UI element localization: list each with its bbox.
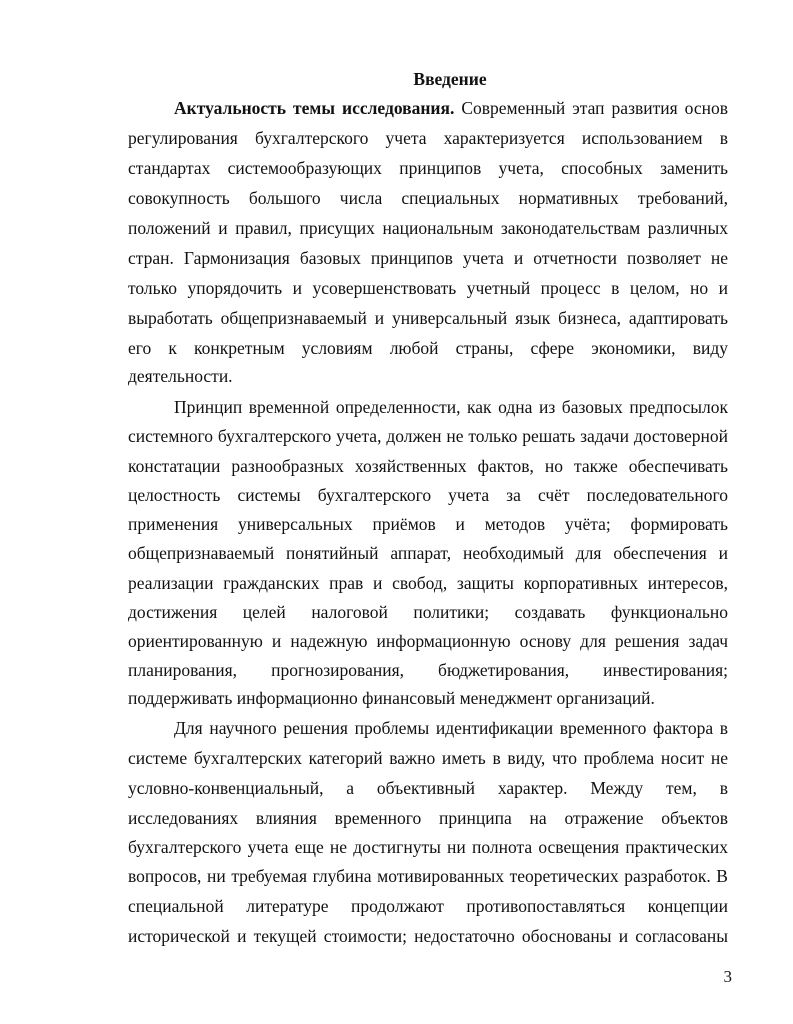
paragraph-3-line: бухгалтерского учета еще не достигнуты ни полнота освещения практических [128,837,728,857]
paragraph-2-line: Принцип временной определенности, как одна из базовых предпосылок [174,397,728,417]
paragraph-1-line: положений и правил, присущих национальным законодательствам различных [128,218,728,238]
paragraph-2-line: применения универсальных приёмов и методов учёта; формировать [128,514,728,534]
paragraph-1-line: стран. Гармонизация базовых принципов учета и отчетности позволяет не [128,248,728,268]
paragraph-1-line: регулирования бухгалтерского учета характеризуется использованием в [128,128,728,148]
paragraph-2-line: достижения целей налоговой политики; создавать функционально [128,602,728,622]
paragraph-1-line: стандартах системообразующих принципов учета, способных заменить [128,158,728,178]
paragraph-3-line: специальной литературе продолжают противопоставляться концепции [128,896,728,916]
paragraph-1-line: совокупность большого числа специальных нормативных требований, [128,188,728,208]
page-number: 3 [723,967,732,986]
section-heading: Введение [413,69,487,89]
paragraph-3-line: исследованиях влияния временного принципа на отражение объектов [128,808,728,828]
paragraph-2-line: общепризнаваемый понятийный аппарат, необходимый для обеспечения и [128,543,728,563]
paragraph-3-line: условно-конвенциальный, а объективный характер. Между тем, в [128,778,728,798]
paragraph-2-line: системного бухгалтерского учета, должен не только решать задачи достоверной [128,426,728,446]
paragraph-1-line: только упорядочить и усовершенствовать учетный процесс в целом, но и [128,278,728,298]
paragraph-3-line: Для научного решения проблемы идентификации временного фактора в [174,718,728,738]
paragraph-1-line: его к конкретным условиям любой страны, сфере экономики, виду [128,338,728,358]
paragraph-1-line [174,96,728,120]
paragraph-3-line: вопросов, ни требуемая глубина мотивированных теоретических разработок. В [128,866,728,886]
paragraph-2-line: планирования, прогнозирования, бюджетирования, инвестирования; [128,660,728,680]
paragraph-2-line: поддерживать информационно финансовый менеджмент организаций. [128,688,655,708]
paragraph-2-line: ориентированную и надежную информационную основу для решения задач [128,631,728,651]
paragraph-1-line: деятельности. [128,366,233,386]
paragraph-1-lead: Актуальность темы исследования. [174,98,455,118]
paragraph-2-line: целостность системы бухгалтерского учета за счёт последовательного [128,485,728,505]
paragraph-2-line: констатации разнообразных хозяйственных фактов, но также обеспечивать [128,456,728,476]
paragraph-3-line: системе бухгалтерских категорий важно иметь в виду, что проблема носит не [128,748,728,768]
paragraph-1-line: выработать общепризнаваемый и универсальный язык бизнеса, адаптировать [128,308,728,328]
paragraph-1-line-text: Современный этап развития основ [461,98,729,118]
paragraph-3-line: исторической и текущей стоимости; недостаточно обоснованы и согласованы [128,926,728,946]
paragraph-2-line: реализации гражданских прав и свобод, защиты корпоративных интересов, [128,573,728,593]
